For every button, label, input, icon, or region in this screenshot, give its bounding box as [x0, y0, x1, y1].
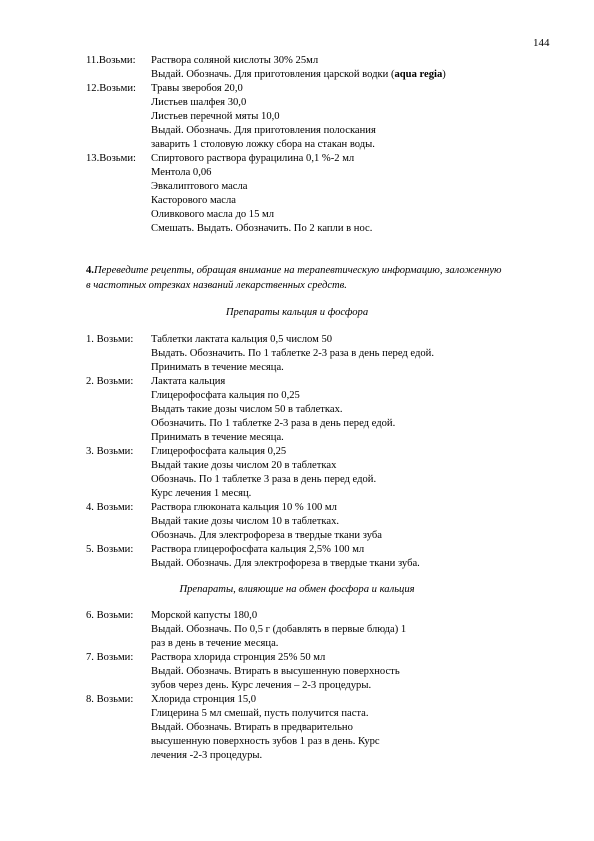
recipe-line: Обозначить. По 1 таблетке 2-3 раза в день перед едой. — [151, 418, 396, 429]
recipe-label: 1. Возьми: — [86, 334, 134, 345]
recipe-line: Лактата кальция — [151, 376, 226, 387]
recipe-line: Принимать в течение месяца. — [151, 362, 284, 373]
recipe-line: Выдай такие дозы числом 20 в таблетках — [151, 460, 337, 471]
recipe-line: Листьев перечной мяты 10,0 — [151, 111, 280, 122]
recipe-label: 7. Возьми: — [86, 652, 134, 663]
recipe-line: Выдай такие дозы числом 10 в таблетках. — [151, 516, 340, 527]
recipe-line: Принимать в течение месяца. — [151, 432, 284, 443]
recipe-label: 11.Возьми: — [86, 55, 136, 66]
recipe-label: 8. Возьми: — [86, 694, 134, 705]
recipe-line: Выдай. Обозначь. Для приготовления полоскания — [151, 125, 376, 136]
recipe-line: высушенную поверхность зубов 1 раз в день. Курс — [151, 736, 380, 747]
task-4-instruction — [86, 263, 506, 293]
recipe-label: 4. Возьми: — [86, 502, 134, 513]
recipe-line: раз в день в течение месяца. — [151, 638, 279, 649]
recipe-label: 2. Возьми: — [86, 376, 134, 387]
recipe-line-text: ) — [442, 69, 446, 80]
task-text: Переведите рецепты, обращая внимание на терапевтическую информацию, заложенную в частотных отрезках названий лекарственных средств. — [86, 265, 502, 291]
recipe-line: Касторового масла — [151, 195, 236, 206]
latin-term: aqua regia — [394, 69, 443, 80]
recipe-line: Глицерофосфата кальция по 0,25 — [151, 390, 300, 401]
recipe-line: Выдай. Обозначь. Для электрофореза в твердые ткани зуба. — [151, 558, 420, 569]
recipe-line: Раствора хлорида стронция 25% 50 мл — [151, 652, 326, 663]
recipe-line: Обозначь. По 1 таблетке 3 раза в день перед едой. — [151, 474, 377, 485]
recipe-label: 12.Возьми: — [86, 83, 136, 94]
recipe-line: зубов через день. Курс лечения – 2-3 процедуры. — [151, 680, 372, 691]
recipe-line: Курс лечения 1 месяц. — [151, 488, 252, 499]
recipe-line: Выдать такие дозы числом 50 в таблетках. — [151, 404, 343, 415]
recipe-line: Оливкового масла до 15 мл — [151, 209, 275, 220]
recipe-line: Выдать. Обозначить. По 1 таблетке 2-3 раза в день перед едой. — [151, 348, 434, 359]
recipe-line: Выдай. Обозначь. Втирать в предварительно — [151, 722, 353, 733]
recipe-line — [151, 68, 446, 82]
section-heading-metabolism: Препараты, влияющие на обмен фосфора и кальция — [179, 584, 415, 595]
recipe-line-text: Выдай. Обозначь. Для приготовления царской водки ( — [151, 69, 395, 80]
recipe-line: Смешать. Выдать. Обозначить. По 2 капли в нос. — [151, 223, 373, 234]
recipe-line: заварить 1 столовую ложку сбора на стакан воды. — [151, 139, 375, 150]
recipe-line: Глицерофосфата кальция 0,25 — [151, 446, 287, 457]
recipe-line: Морской капусты 180,0 — [151, 610, 258, 621]
recipe-line: Раствора соляной кислоты 30% 25мл — [151, 55, 319, 66]
recipe-label: 3. Возьми: — [86, 446, 134, 457]
section-heading-calcium-phosphorus: Препараты кальция и фосфора — [225, 307, 369, 318]
recipe-line: Раствора глюконата кальция 10 % 100 мл — [151, 502, 337, 513]
recipe-line: Выдай. Обозначь. По 0,5 г (добавлять в первые блюда) 1 — [151, 624, 407, 635]
recipe-label: 6. Возьми: — [86, 610, 134, 621]
recipe-line: Раствора глицерофосфата кальция 2,5% 100 мл — [151, 544, 365, 555]
recipe-line: Обозначь. Для электрофореза в твердые ткани зуба — [151, 530, 382, 541]
recipe-line: Травы зверобоя 20,0 — [151, 83, 243, 94]
recipe-line: Спиртового раствора фурацилина 0,1 %-2 мл — [151, 153, 355, 164]
recipe-line: Хлорида стронция 15,0 — [151, 694, 257, 705]
recipe-line: лечения -2-3 процедуры. — [151, 750, 263, 761]
recipe-line: Эвкалиптового масла — [151, 181, 248, 192]
task-number: 4. — [86, 265, 94, 276]
recipe-line: Ментола 0,06 — [151, 167, 212, 178]
page-number: 144 — [533, 37, 550, 49]
recipe-label: 5. Возьми: — [86, 544, 134, 555]
recipe-line: Выдай. Обозначь. Втирать в высушенную поверхность — [151, 666, 400, 677]
recipe-line: Таблетки лактата кальция 0,5 числом 50 — [151, 334, 333, 345]
recipe-line: Листьев шалфея 30,0 — [151, 97, 247, 108]
recipe-line: Глицерина 5 мл смешай, пусть получится паста. — [151, 708, 369, 719]
recipe-label: 13.Возьми: — [86, 153, 136, 164]
